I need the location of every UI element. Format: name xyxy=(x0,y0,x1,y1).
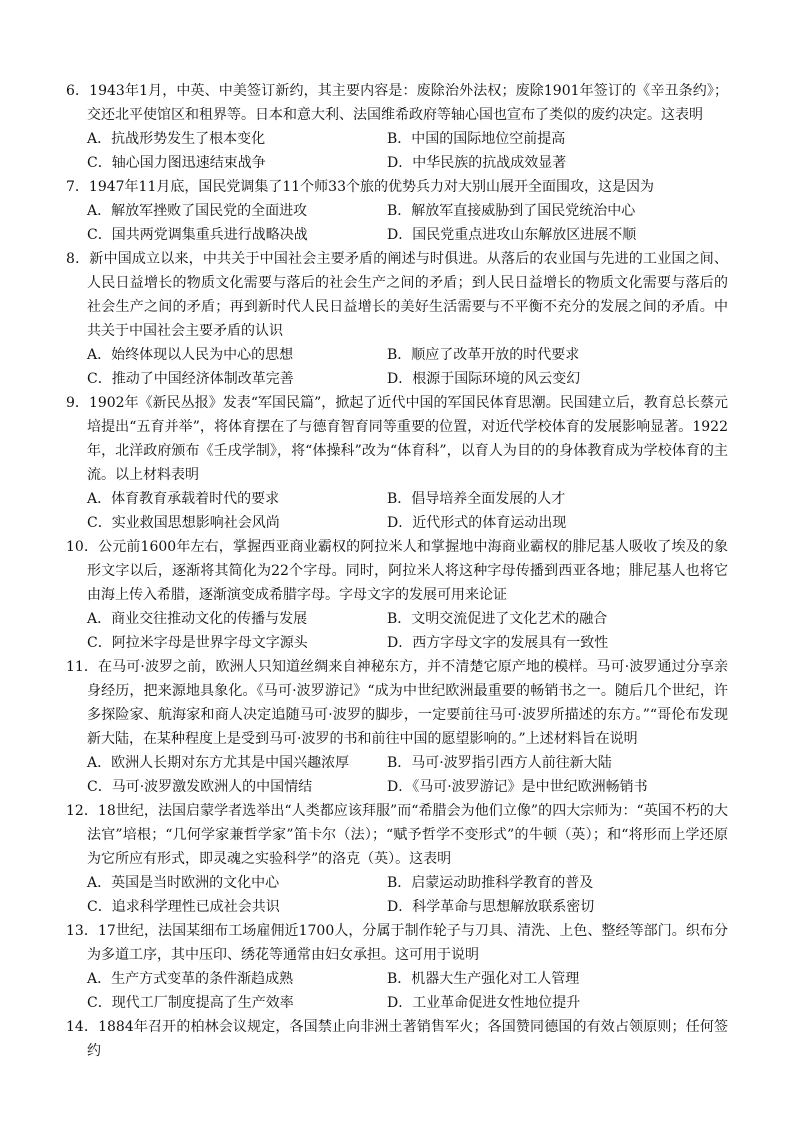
option-grid xyxy=(66,343,728,391)
option-c: C．马可·波罗激发欧洲人的中国情结 xyxy=(87,779,313,795)
option-a: A．抗战形势发生了根本变化 xyxy=(87,131,266,147)
option-a: A．解放军挫败了国民党的全面进攻 xyxy=(87,203,308,219)
question-11 xyxy=(66,655,728,799)
option-b: B．启蒙运动助推科学教育的普及 xyxy=(387,875,594,891)
option-a: A．生产方式变革的条件渐趋成熟 xyxy=(87,971,294,987)
question-7 xyxy=(66,175,728,247)
option-c: C．实业救国思想影响社会风尚 xyxy=(87,515,280,531)
option-d: D．工业革命促进女性地位提升 xyxy=(387,995,581,1011)
option-grid xyxy=(66,607,728,655)
option-grid xyxy=(66,967,728,1015)
option-d: D．科学革命与思想解放联系密切 xyxy=(387,899,595,915)
question-stem: 11．在马可·波罗之前，欧洲人只知道丝绸来自神秘东方，并不清楚它原产地的模样。马可·波罗通过分享亲身经历，把来源地具象化。《马可·波罗游记》“成为中世纪欧洲最重要的畅销书之一。随后几个世纪，许多探险家、航海家和商人决定追随马可·波罗的脚步，一定要前往马可·波罗所描述的东方。”“哥伦布发现新大陆，在某种程度上是受到马可·波罗的书和前往中国的愿望影响的。”上述材料旨在说明 xyxy=(66,659,728,747)
option-c: C．阿拉米字母是世界字母文字源头 xyxy=(87,635,308,651)
option-c: C．推动了中国经济体制改革完善 xyxy=(87,371,294,387)
option-c: C．追求科学理性已成社会共识 xyxy=(87,899,280,915)
option-d: D．近代形式的体育运动出现 xyxy=(387,515,567,531)
question-14 xyxy=(66,1015,728,1063)
option-b: B．倡导培养全面发展的人才 xyxy=(387,491,566,507)
option-grid xyxy=(66,199,728,247)
option-b: B．顺应了改革开放的时代要求 xyxy=(387,347,580,363)
question-13 xyxy=(66,919,728,1015)
option-grid xyxy=(66,751,728,799)
option-d: D．根源于国际环境的风云变幻 xyxy=(387,371,581,387)
option-b: B．马可·波罗指引西方人前往新大陆 xyxy=(387,755,612,771)
option-c: C．现代工厂制度提高了生产效率 xyxy=(87,995,294,1011)
question-stem: 7．1947年11月底，国民党调集了11个师33个旅的优势兵力对大别山展开全面围攻，这是因为 xyxy=(66,179,654,195)
option-grid xyxy=(66,871,728,919)
option-d: D．《马可·波罗游记》是中世纪欧洲畅销书 xyxy=(387,779,648,795)
option-c: C．国共两党调集重兵进行战略决战 xyxy=(87,227,308,243)
question-stem: 12．18世纪，法国启蒙学者选举出“人类都应该拜服”而“希腊会为他们立像”的四大宗师为：“英国不朽的大法官”培根；“几何学家兼哲学家”笛卡尔（法）；“赋予哲学不变形式”的牛顿（英）；和“将形而上学还原为它所应有形式，即灵魂之实验科学”的洛克（英）。这表明 xyxy=(66,803,728,867)
option-b: B．解放军直接威胁到了国民党统治中心 xyxy=(387,203,636,219)
option-a: A．英国是当时欧洲的文化中心 xyxy=(87,875,280,891)
question-stem: 14．1884年召开的柏林会议规定，各国禁止向非洲土著销售军火；各国赞同德国的有效占领原则；任何签约 xyxy=(66,1019,728,1059)
option-b: B．机器大生产强化对工人管理 xyxy=(387,971,580,987)
question-9 xyxy=(66,391,728,535)
question-6 xyxy=(66,79,728,175)
question-10 xyxy=(66,535,728,655)
option-a: A．商业交往推动文化的传播与发展 xyxy=(87,611,308,627)
question-stem: 6．1943年1月，中英、中美签订新约，其主要内容是：废除治外法权；废除1901年签订的《辛丑条约》；交还北平使馆区和租界等。日本和意大利、法国维希政府等轴心国也宣布了类似的废约决定。这表明 xyxy=(66,83,728,123)
option-grid xyxy=(66,127,728,175)
option-a: A．体育教育承载着时代的要求 xyxy=(87,491,280,507)
question-stem: 10．公元前1600年左右，掌握西亚商业霸权的阿拉米人和掌握地中海商业霸权的腓尼基人吸收了埃及的象形文字以后，逐渐将其简化为22个字母。同时，阿拉米人将这种字母传播到西亚各地；腓尼基人也将它由海上传入希腊，逐渐演变成希腊字母。字母文字的发展可用来论证 xyxy=(66,539,728,603)
option-d: D．西方字母文字的发展具有一致性 xyxy=(387,635,609,651)
option-a: A．始终体现以人民为中心的思想 xyxy=(87,347,294,363)
question-8 xyxy=(66,247,728,391)
option-a: A．欧洲人长期对东方尤其是中国兴趣浓厚 xyxy=(87,755,350,771)
question-stem: 9．1902年《新民丛报》发表“军国民篇”，掀起了近代中国的军国民体育思潮。民国建立后，教育总长蔡元培提出“五育并举”，将体育摆在了与德育智育同等重要的位置，对近代学校体育的发展影响显著。1922年，北洋政府颁布《壬戌学制》，将“体操科”改为“体育科”，以育人为目的的身体教育成为学校体育的主流。以上材料表明 xyxy=(66,395,728,483)
question-12 xyxy=(66,799,728,919)
option-d: D．国民党重点进攻山东解放区进展不顺 xyxy=(387,227,637,243)
option-b: B．文明交流促进了文化艺术的融合 xyxy=(387,611,608,627)
option-b: B．中国的国际地位空前提高 xyxy=(387,131,566,147)
question-stem: 13．17世纪，法国某细布工场雇佣近1700人，分属于制作轮子与刀具、清洗、上色、整经等部门。织布分为多道工序，其中压印、绣花等通常由妇女承担。这可用于说明 xyxy=(66,923,728,963)
option-c: C．轴心国力图迅速结束战争 xyxy=(87,155,266,171)
question-stem: 8．新中国成立以来，中共关于中国社会主要矛盾的阐述与时俱进。从落后的农业国与先进的工业国之间、人民日益增长的物质文化需要与落后的社会生产之间的矛盾；到人民日益增长的物质文化需要与落后的社会生产之间的矛盾；再到新时代人民日益增长的美好生活需要与不平衡不充分的发展之间的矛盾。中共关于中国社会主要矛盾的认识 xyxy=(66,251,728,339)
option-d: D．中华民族的抗战成效显著 xyxy=(387,155,567,171)
option-grid xyxy=(66,487,728,535)
